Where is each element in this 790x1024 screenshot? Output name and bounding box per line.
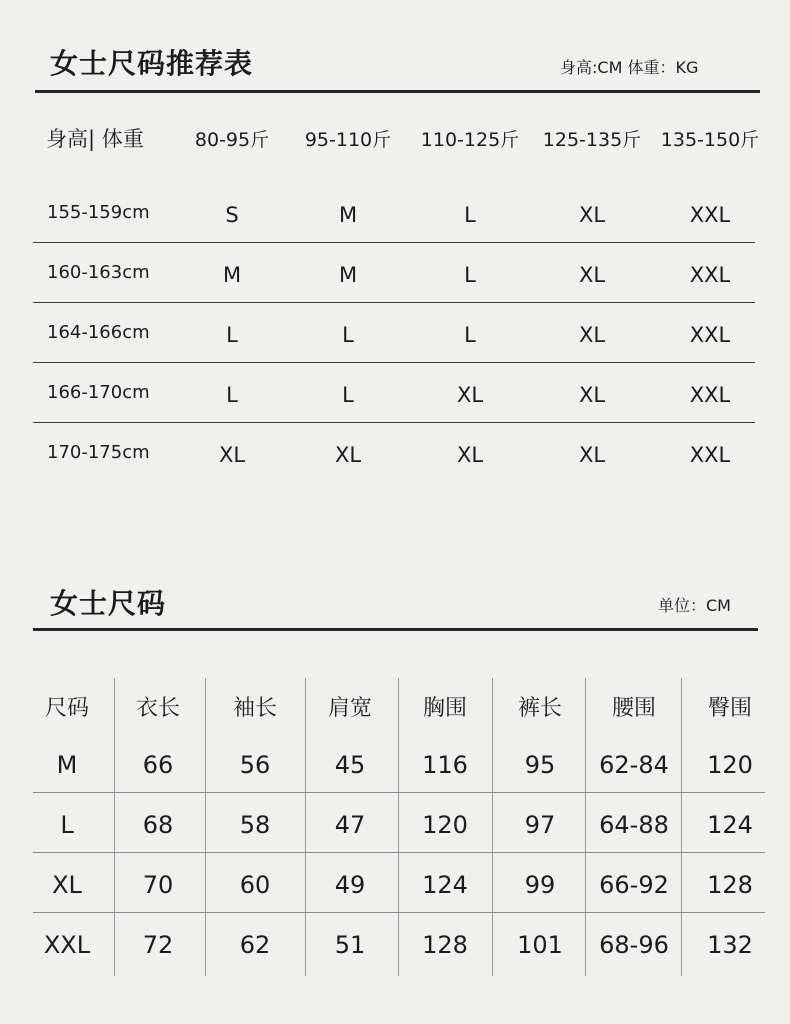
size-cell: XXL: [689, 383, 731, 407]
size-cell: XL: [578, 383, 606, 407]
row-divider: [33, 422, 755, 423]
sizes-divider: [33, 628, 758, 631]
height-label: 166-170cm: [47, 382, 150, 403]
measurement-cell: 66: [142, 751, 174, 779]
sizes-title: 女士尺码: [50, 587, 167, 620]
height-label: 164-166cm: [47, 322, 150, 343]
measurement-cell: 68: [142, 811, 174, 839]
row-divider: [33, 302, 755, 303]
size-cell: XXL: [689, 263, 731, 287]
weight-header: 110-125斤: [420, 129, 520, 151]
measurement-cell: 72: [142, 931, 174, 959]
measurement-cell: 66-92: [599, 871, 669, 899]
size-cell: L: [226, 323, 238, 347]
size-column-header: 肩宽: [327, 696, 372, 721]
recommend-title: 女士尺码推荐表: [50, 47, 254, 80]
size-cell: L: [464, 203, 476, 227]
row-divider: [33, 912, 765, 913]
measurement-cell: 49: [334, 871, 366, 899]
measurement-cell: 116: [422, 751, 468, 779]
size-label: XL: [52, 871, 82, 899]
corner-header: 身高| 体重: [46, 127, 144, 151]
size-cell: XL: [578, 443, 606, 467]
measurement-cell: 124: [422, 871, 468, 899]
size-cell: XL: [578, 323, 606, 347]
measurement-cell: 64-88: [599, 811, 669, 839]
measurement-cell: 120: [422, 811, 468, 839]
size-cell: M: [222, 263, 242, 287]
size-cell: XXL: [689, 203, 731, 227]
size-column-header: 袖长: [232, 696, 277, 721]
size-column-header: 胸围: [422, 696, 467, 721]
measurement-cell: 58: [239, 811, 271, 839]
height-label: 160-163cm: [47, 262, 150, 283]
weight-header: 80-95斤: [194, 129, 270, 151]
measurement-cell: 124: [707, 811, 753, 839]
size-column-header: 尺码: [44, 696, 89, 721]
row-divider: [33, 362, 755, 363]
measurement-cell: 51: [334, 931, 366, 959]
weight-header: 125-135斤: [542, 129, 642, 151]
size-cell: XXL: [689, 443, 731, 467]
measurement-cell: 62-84: [599, 751, 669, 779]
measurement-cell: 62: [239, 931, 271, 959]
recommend-unit-label: 身高:CM 体重：KG: [560, 58, 699, 77]
measurement-cell: 132: [707, 931, 753, 959]
size-cell: L: [342, 383, 354, 407]
measurement-cell: 56: [239, 751, 271, 779]
size-column-header: 裤长: [517, 696, 562, 721]
size-cell: XL: [456, 383, 484, 407]
measurement-cell: 70: [142, 871, 174, 899]
measurement-cell: 97: [524, 811, 556, 839]
size-label: L: [60, 811, 74, 839]
size-label: M: [56, 751, 78, 779]
measurement-cell: 60: [239, 871, 271, 899]
row-divider: [33, 242, 755, 243]
size-cell: M: [338, 263, 358, 287]
weight-header: 95-110斤: [304, 129, 392, 151]
height-label: 170-175cm: [47, 442, 150, 463]
measurement-cell: 47: [334, 811, 366, 839]
size-cell: XL: [578, 263, 606, 287]
measurement-cell: 68-96: [599, 931, 669, 959]
size-cell: XL: [456, 443, 484, 467]
size-cell: XL: [578, 203, 606, 227]
measurement-cell: 120: [707, 751, 753, 779]
size-cell: L: [464, 263, 476, 287]
size-column-header: 臀围: [707, 696, 752, 721]
size-cell: XL: [334, 443, 362, 467]
size-cell: L: [226, 383, 238, 407]
size-cell: XXL: [689, 323, 731, 347]
size-label: XXL: [43, 931, 91, 959]
row-divider: [33, 792, 765, 793]
size-column-header: 腰围: [611, 696, 656, 721]
measurement-cell: 128: [707, 871, 753, 899]
size-cell: S: [225, 203, 239, 227]
measurement-cell: 99: [524, 871, 556, 899]
measurement-cell: 128: [422, 931, 468, 959]
measurement-cell: 95: [524, 751, 556, 779]
size-cell: L: [464, 323, 476, 347]
row-divider: [33, 852, 765, 853]
sizes-unit-label: 单位：CM: [658, 596, 731, 615]
size-cell: M: [338, 203, 358, 227]
height-label: 155-159cm: [47, 202, 150, 223]
size-column-header: 衣长: [135, 696, 180, 721]
size-cell: XL: [218, 443, 246, 467]
measurement-cell: 45: [334, 751, 366, 779]
weight-header: 135-150斤: [660, 129, 760, 151]
size-cell: L: [342, 323, 354, 347]
recommend-divider: [35, 90, 760, 93]
measurement-cell: 101: [517, 931, 563, 959]
